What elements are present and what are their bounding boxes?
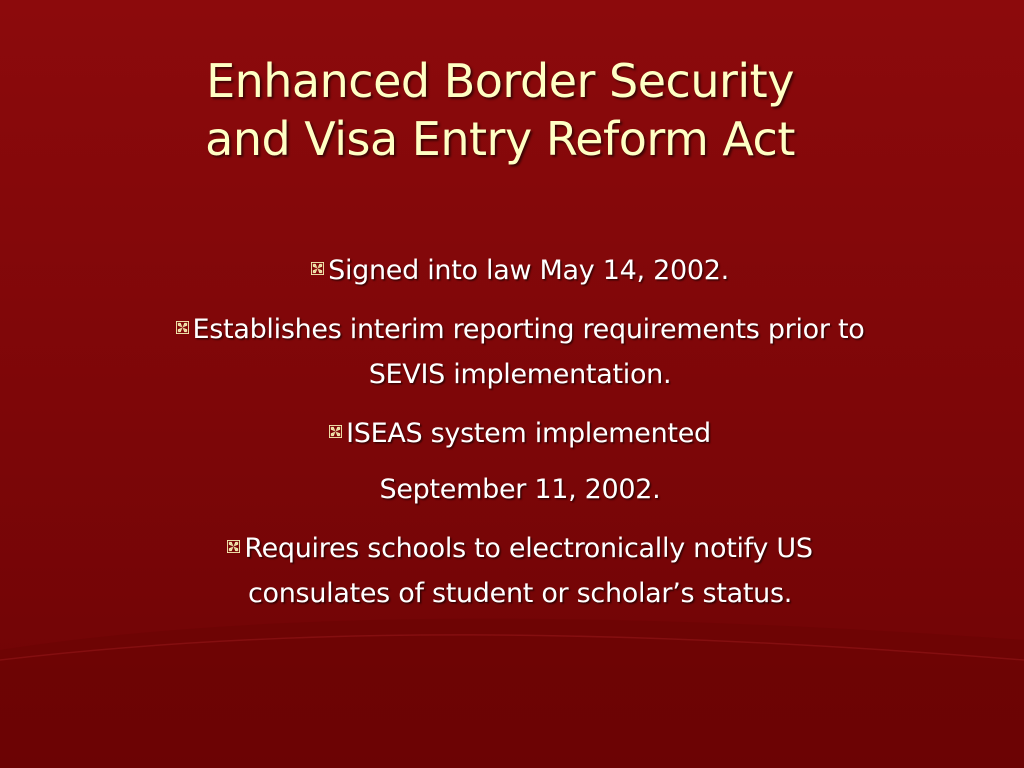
bullet-list <box>40 248 1000 630</box>
bullet-text-line-2: SEVIS implementation. <box>368 359 672 390</box>
maltese-cross-icon <box>227 540 240 553</box>
bullet-item-iseas <box>40 411 1000 512</box>
bullet-text-line-2: consulates of student or scholar’s status. <box>247 578 793 609</box>
maltese-cross-icon <box>176 321 189 334</box>
title-line-1: Enhanced Border Security <box>206 54 794 108</box>
slide-title <box>0 52 1000 168</box>
bullet-item-signed <box>40 248 1000 293</box>
bullet-text: Signed into law May 14, 2002. <box>328 255 729 286</box>
maltese-cross-icon <box>329 425 342 438</box>
maltese-cross-icon <box>311 262 324 275</box>
bullet-line <box>40 526 1000 571</box>
bullet-item-interim-reporting <box>40 307 1000 397</box>
bullet-text: ISEAS system implemented <box>346 418 711 449</box>
bullet-line <box>40 307 1000 352</box>
bullet-line <box>40 248 1000 293</box>
bullet-continuation: September 11, 2002. <box>379 474 661 505</box>
bullet-line <box>40 411 1000 456</box>
bullet-text: Establishes interim reporting requirements prior to <box>192 314 865 345</box>
bullet-item-notify-consulates <box>40 526 1000 616</box>
title-line-2: and Visa Entry Reform Act <box>205 112 795 166</box>
bullet-text: Requires schools to electronically notify US <box>244 533 813 564</box>
